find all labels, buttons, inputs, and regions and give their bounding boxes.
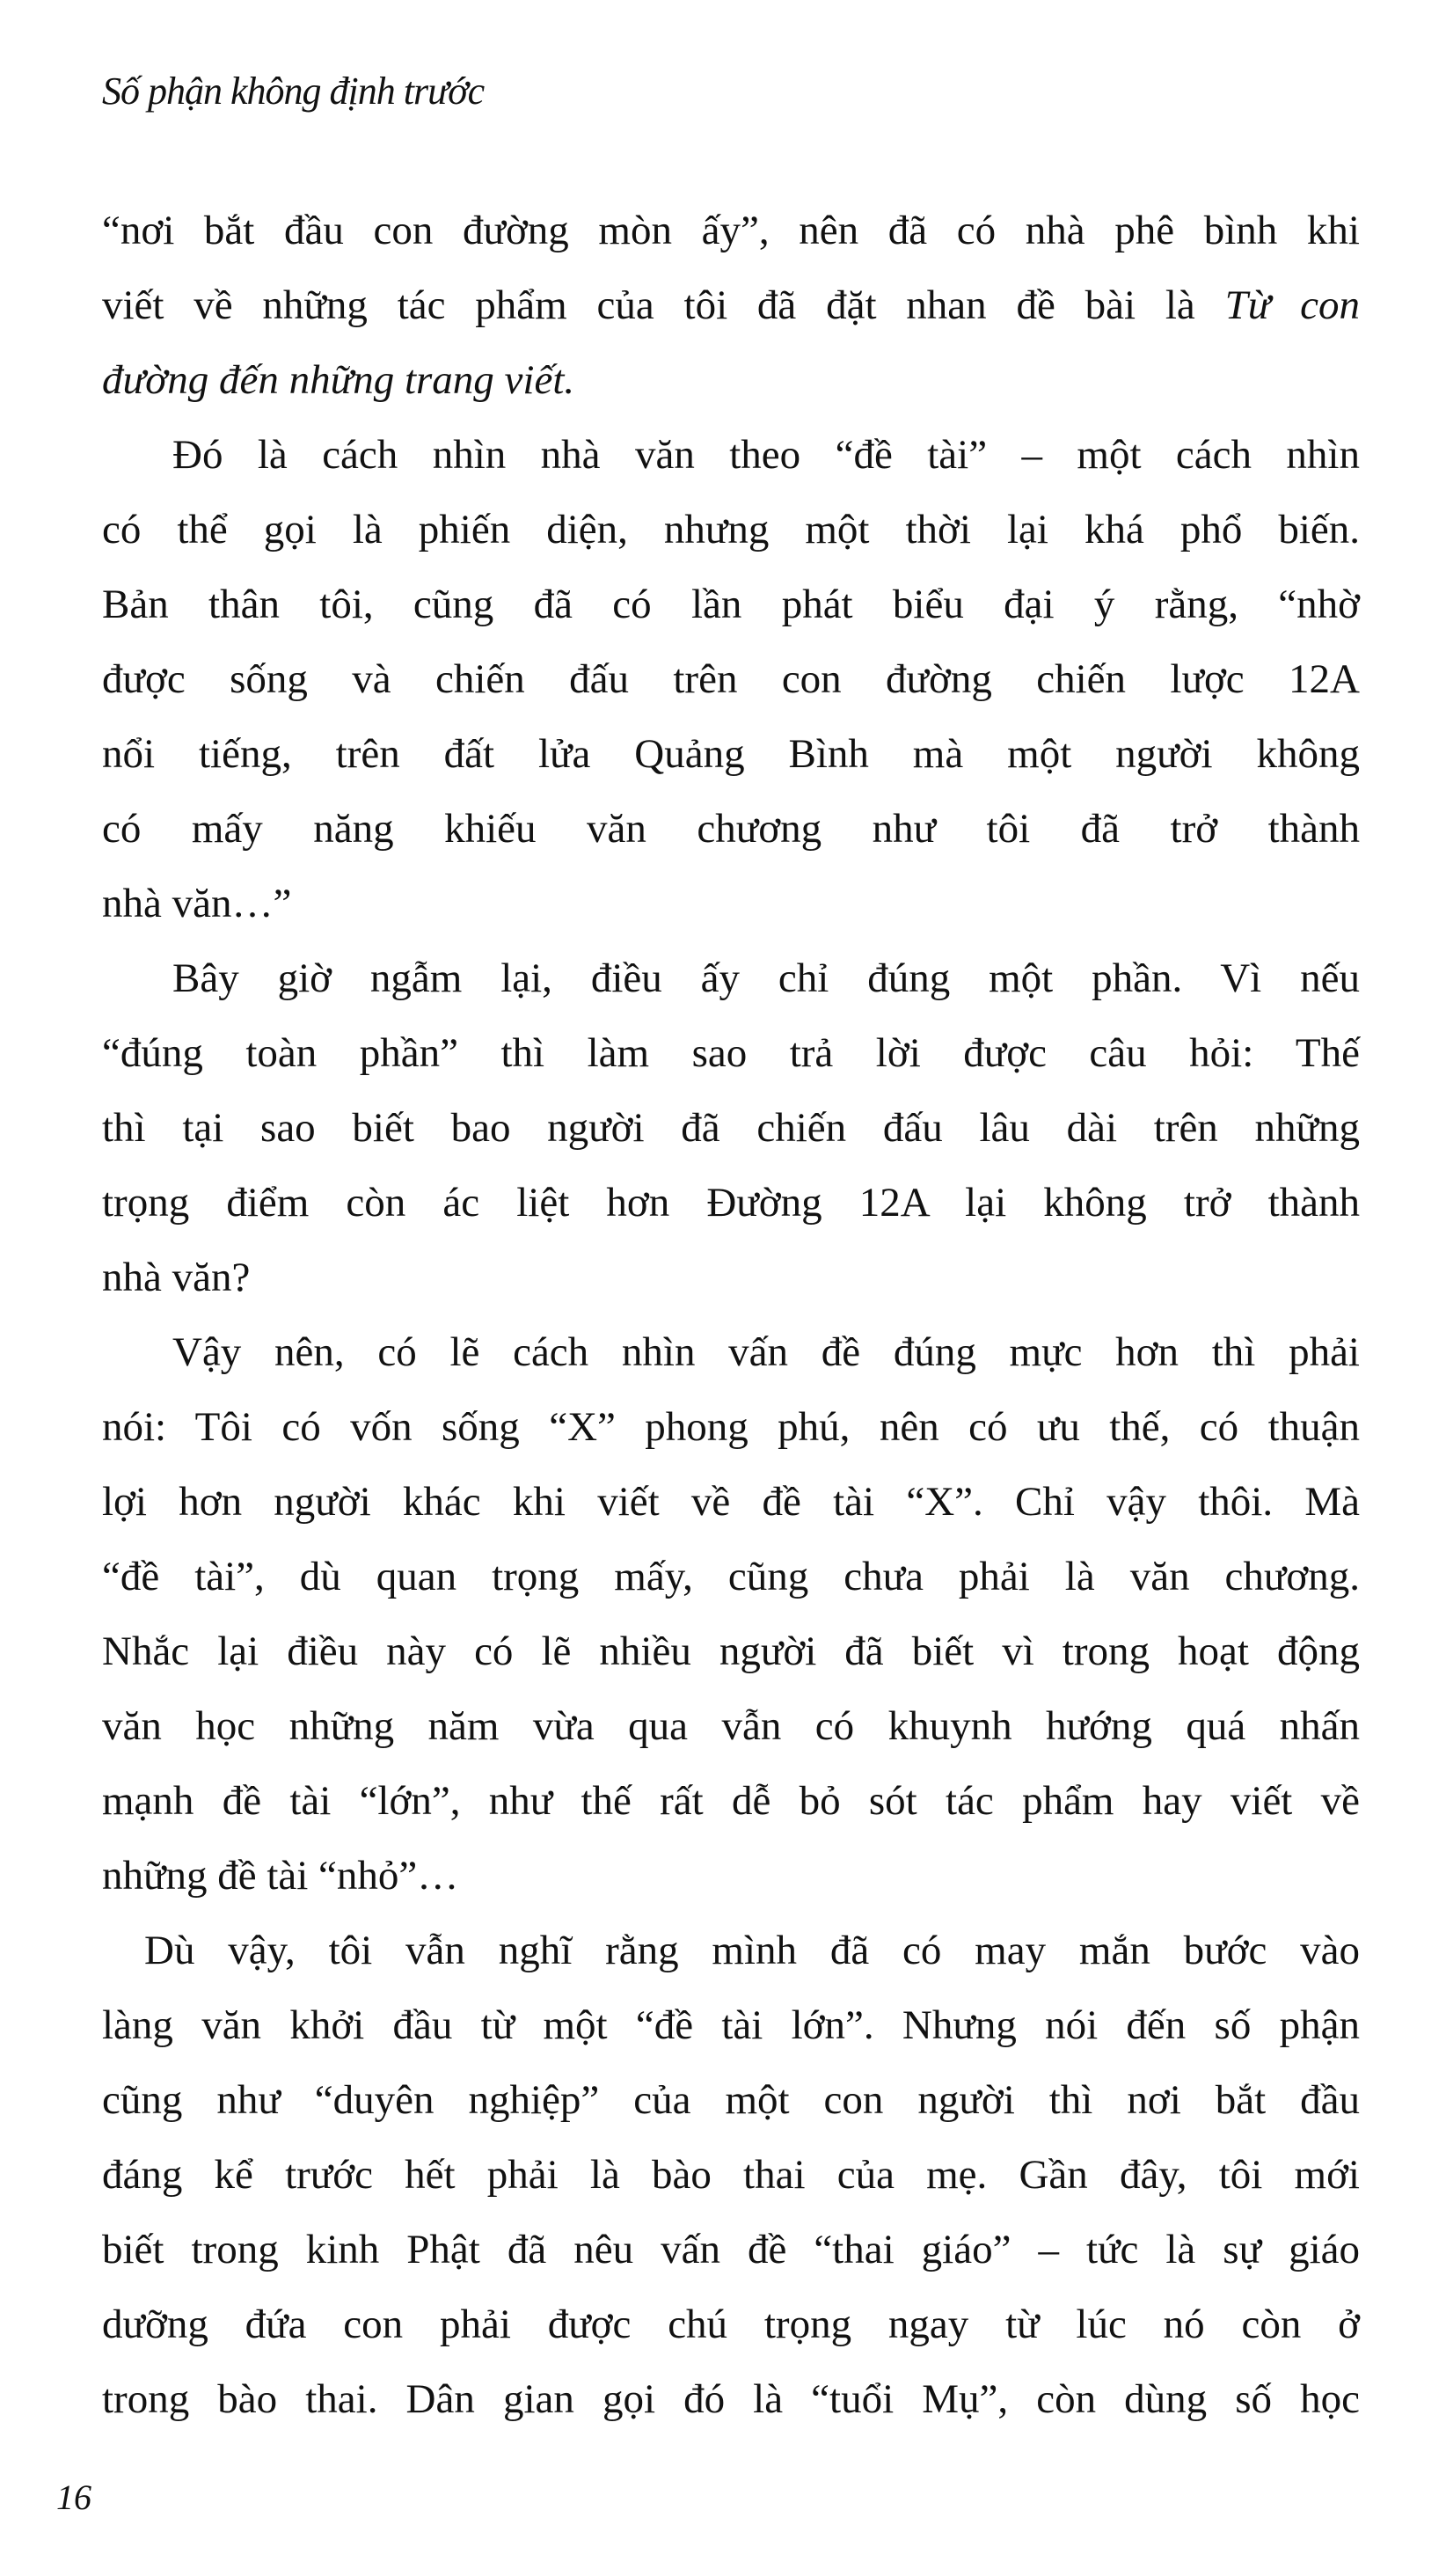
line-text: trong bào thai. Dân gian gọi đó là “tuổi Mụ”, còn dùng số học (102, 2376, 1360, 2422)
running-head: Số phận không định trước (102, 70, 485, 113)
paragraph (102, 941, 1360, 1315)
line-text: Vậy nên, có lẽ cách nhìn vấn đề đúng mực hơn thì phải (172, 1329, 1360, 1375)
line-text: Bản thân tôi, cũng đã có lần phát biểu đại ý rằng, “nhờ (102, 582, 1360, 627)
line-text: Nhắc lại điều này có lẽ nhiều người đã biết vì trong hoạt động (102, 1628, 1360, 1674)
text-line (102, 493, 1360, 567)
body-text (102, 194, 1360, 2437)
italic-title: Từ con (1224, 282, 1360, 328)
text-line (102, 792, 1360, 867)
text-line (102, 1839, 1360, 1914)
text-line (102, 2063, 1360, 2138)
line-text: làng văn khởi đầu từ một “đề tài lớn”. Nhưng nói đến số phận (102, 2002, 1360, 2048)
line-text: những đề tài “nhỏ”… (102, 1853, 459, 1899)
line-text: cũng như “duyên nghiệp” của một con người thì nơi bắt đầu (102, 2077, 1360, 2123)
line-text: mạnh đề tài “lớn”, như thế rất dễ bỏ sót tác phẩm hay viết về (102, 1778, 1360, 1824)
line-text: “nơi bắt đầu con đường mòn ấy”, nên đã có nhà phê bình khi (102, 208, 1360, 253)
text-line (102, 268, 1360, 343)
text-line (102, 1091, 1360, 1166)
text-line (102, 867, 1360, 941)
text-line (102, 2213, 1360, 2287)
line-text: đáng kể trước hết phải là bào thai của mẹ. Gần đây, tôi mới (102, 2152, 1360, 2198)
text-line (102, 2138, 1360, 2213)
text-line (102, 1540, 1360, 1614)
text-line (102, 343, 1360, 418)
text-line (102, 418, 1360, 493)
line-text: “đúng toàn phần” thì làm sao trả lời được câu hỏi: Thế (102, 1030, 1360, 1076)
text-line (102, 194, 1360, 268)
line-text: Dù vậy, tôi vẫn nghĩ rằng mình đã có may mắn bước vào (144, 1928, 1360, 1973)
text-line (102, 1914, 1360, 1988)
text-line (102, 1016, 1360, 1091)
text-line (102, 1689, 1360, 1764)
text-line (102, 2287, 1360, 2362)
line-text: biết trong kinh Phật đã nêu vấn đề “thai giáo” – tức là sự giáo (102, 2227, 1360, 2272)
italic-title: đường đến những trang viết. (102, 357, 575, 403)
line-text: viết về những tác phẩm của tôi đã đặt nhan đề bài là (102, 282, 1225, 328)
line-text: trọng điểm còn ác liệt hơn Đường 12A lại không trở thành (102, 1180, 1360, 1226)
page-number: 16 (56, 2477, 91, 2517)
text-line (102, 941, 1360, 1016)
line-text: lợi hơn người khác khi viết về đề tài “X”. Chỉ vậy thôi. Mà (102, 1479, 1360, 1525)
line-text: Đó là cách nhìn nhà văn theo “đề tài” – một cách nhìn (172, 432, 1360, 478)
text-line (102, 1988, 1360, 2063)
line-text: nổi tiếng, trên đất lửa Quảng Bình mà một người không (102, 731, 1360, 777)
paragraph (102, 1315, 1360, 1914)
line-text: Bây giờ ngẫm lại, điều ấy chỉ đúng một phần. Vì nếu (172, 955, 1360, 1001)
text-line (102, 567, 1360, 642)
line-text: nói: Tôi có vốn sống “X” phong phú, nên có ưu thế, có thuận (102, 1404, 1360, 1450)
line-text: có thể gọi là phiến diện, nhưng một thời lại khá phổ biến. (102, 507, 1360, 553)
text-line (102, 1465, 1360, 1540)
text-line (102, 642, 1360, 717)
paragraph (102, 418, 1360, 941)
text-line (102, 1166, 1360, 1240)
text-line (102, 1240, 1360, 1315)
text-line (102, 1390, 1360, 1465)
text-line (102, 1614, 1360, 1689)
paragraph (102, 194, 1360, 418)
line-text: thì tại sao biết bao người đã chiến đấu lâu dài trên những (102, 1105, 1360, 1151)
paragraph (102, 1914, 1360, 2437)
line-text: văn học những năm vừa qua vẫn có khuynh hướng quá nhấn (102, 1703, 1360, 1749)
line-text: “đề tài”, dù quan trọng mấy, cũng chưa phải là văn chương. (102, 1554, 1360, 1599)
line-text: nhà văn…” (102, 881, 292, 926)
text-line (102, 1764, 1360, 1839)
text-line (102, 1315, 1360, 1390)
text-line (102, 717, 1360, 792)
line-text: được sống và chiến đấu trên con đường chiến lược 12A (102, 656, 1360, 702)
text-line (102, 2362, 1360, 2437)
line-text: có mấy năng khiếu văn chương như tôi đã trở thành (102, 806, 1360, 852)
line-text: dưỡng đứa con phải được chú trọng ngay từ lúc nó còn ở (102, 2302, 1360, 2347)
line-text: nhà văn? (102, 1255, 251, 1300)
